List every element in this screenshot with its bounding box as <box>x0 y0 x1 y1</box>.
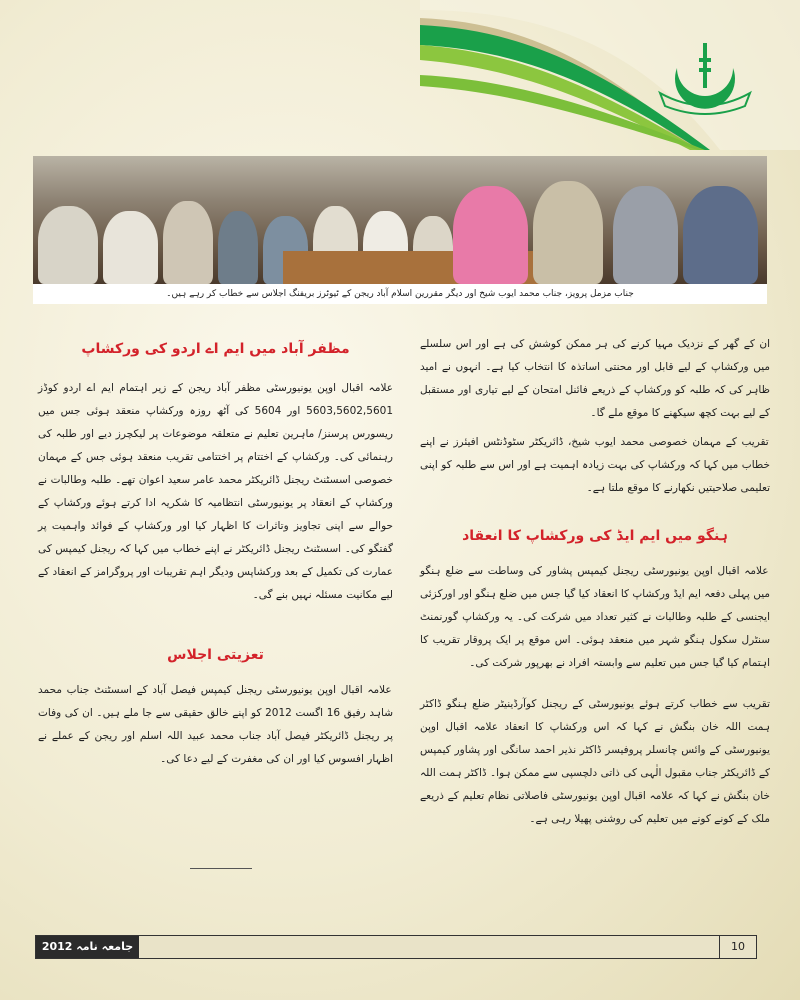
text-line: علامہ اقبال اوپن یونیورسٹی ریجنل کیمپس پشاور کی وساطت سے ضلع ہنگو <box>420 565 769 577</box>
paragraph <box>420 431 770 500</box>
text-line: گا۔ <box>590 407 605 419</box>
text-line: اوپن یونیورسٹی فاصلاتی نظام تعلیم کے ذریعے ملک کے کونے کونے میں تعلیم کی روشنی <box>420 790 770 825</box>
text-line: کے ذریعے فائنل امتحان کے لیے تیاری اور مستقبل کے لیے بہت کچھ سیکھنے کا موقع ملے <box>420 384 770 419</box>
text-line: افراد نے بھرپور شرکت کی۔ <box>469 657 590 669</box>
university-logo <box>655 38 755 123</box>
text-line: منعقد ہوئی۔ اس موقع پر ایک پروقار تقریب کا اہتمام کیا گیا جس میں تعلیم سے وابستہ <box>420 634 770 669</box>
text-line: نے اپنے خطاب میں کہا کہ ریجنل کیمپس کی عمارت کی تکمیل کے بعد ورکشاپس ودیگر اہم <box>38 543 393 578</box>
text-line: الٰہی کی ذاتی دلچسپی سے ممکن ہوا۔ ڈاکٹر ہمت اللہ خان بنگش نے کہا کہ علامہ اقبال <box>420 767 770 802</box>
text-line: کی۔ ورکشاپ کے اختتام پر اختتامی تقریب منعقد ہوئی جس کے مہمان خصوصی <box>38 451 393 486</box>
section-divider <box>190 868 252 869</box>
text-line: صلاحیتیں نکھارنے کا موقع ملتا ہے۔ <box>586 482 738 494</box>
text-line: تقریب کے مہمان خصوصی محمد ایوب شیخ، ڈائریکٹر سٹوڈنٹس افیئرز نے اپنے <box>420 436 769 448</box>
text-line: ڈاکٹر ہمت اللہ خان بنگش نے کہا کہ اس ورکشاپ کا انعقاد علامہ اقبال اوپن یونیورسٹی <box>420 698 770 756</box>
photo-caption: جناب مزمل پرویز، جناب محمد ایوب شیخ اور دیگر مقررین اسلام آباد ریجن کے ٹیوٹرز بریفنگ اجلاس سے خطاب کر رہے ہیں۔ <box>33 284 767 304</box>
text-line: تقریب سے خطاب کرتے ہوئے یونیورسٹی کے ریجنل کوآرڈینیٹر ضلع ہنگو <box>446 698 770 710</box>
paragraph <box>420 333 770 425</box>
paragraph <box>420 560 770 675</box>
paragraph <box>420 693 770 831</box>
paragraph <box>38 679 393 771</box>
text-line: علامہ اقبال اوپن یونیورسٹی ریجنل کیمپس فیصل آباد کے اسسٹنٹ جناب محمد <box>38 684 392 696</box>
text-line: تقریبات اور پروگرامز کے انعقاد کے لیے مکانیت مسئلہ نہیں بنے گی۔ <box>38 566 393 601</box>
page-number: 10 <box>719 936 756 958</box>
text-line: انعقاد پر یونیورسٹی انتظامیہ کا شکریہ ادا کرتے ہوئے ورکشاپ کے حوالے سے اپنی تجاویز <box>38 497 394 532</box>
text-line: میں پہلی دفعہ ایم ایڈ ورکشاپ کا انعقاد کیا گیا جس میں ضلع ہنگو اور اورکزئی ایجنسی کے طلبہ <box>420 588 770 623</box>
section-heading-hangu: ہنگو میں ایم ایڈ کی ورکشاپ کا انعقاد <box>462 528 728 544</box>
text-line: ان کے گھر کے نزدیک مہیا کرنے کی ہر ممکن کوشش کی ہے اور اس سلسلے میں ورکشاپ کے <box>420 338 770 373</box>
text-line: کے وائس چانسلر پروفیسر ڈاکٹر نذیر احمد سانگی اور پشاور کیمپس کے ڈائریکٹر جناب مقبول <box>420 744 770 779</box>
event-photo <box>33 156 767 284</box>
page-footer <box>35 935 757 959</box>
text-line: پھیلا رہی ہے۔ <box>529 813 592 825</box>
text-line: وطالبات نے کثیر تعداد میں شرکت کی۔ یہ ورکشاپ گورنمنٹ سنٹرل سکول ہنگو شہر میں <box>420 611 770 646</box>
right-column <box>420 333 770 831</box>
left-column <box>38 335 393 771</box>
text-line: وتاثرات کا اظہار کیا اور ورکشاپ کے فوائد واہمیت پر گفتگو کی۔ اسسٹنٹ ریجنل ڈائریکٹر <box>38 520 393 555</box>
paragraph <box>38 377 393 607</box>
text-line: میں ریسورس پرسنز/ ماہرین تعلیم نے متعلقہ موضوعات پر لیکچرز دیے اور طلبہ کی رہنمائی <box>38 405 393 463</box>
text-line: کوڈز 5603,5602,5601 اور 5604 کی آٹھ روزہ ورکشاپ منعقد ہوئی جس <box>38 382 393 417</box>
text-line: علامہ اقبال اوپن یونیورسٹی مظفر آباد ریجن کے زیر اہتمام ایم اے اردو <box>63 382 393 394</box>
text-line: خطاب میں کہا کہ ورکشاپ کی بہت زیادہ اہمیت ہے اور اس سے طلبہ کو اپنی تعلیمی <box>420 459 770 494</box>
text-line: شاہد رفیق 16 اگست 2012 کو اپنے خالق حقیقی سے جا ملے ہیں۔ ان کی وفات پر <box>38 707 393 742</box>
text-line: اسسٹنٹ ریجنل ڈائریکٹر محمد عامر سعید اعوان تھے۔ طلبہ وطالبات نے ورکشاپ کے <box>38 474 393 509</box>
text-line: لیے قابل اور محنتی اساتذہ کا انتخاب کیا ہے۔ انہوں نے امید ظاہر کی کہ طلبہ کو ورکشاپ <box>420 361 770 396</box>
text-line: ریجنل ڈائریکٹر فیصل آباد جناب محمد عبید اللہ اسلم اور ریجن کے عملے نے اظہار افسوس کیا <box>38 730 393 765</box>
section-heading-muzaffarabad: مظفر آباد میں ایم اے اردو کی ورکشاپ <box>81 341 350 357</box>
publication-label: جامعہ نامہ 2012 <box>36 936 139 958</box>
section-heading-condolence: تعزیتی اجلاس <box>167 647 264 663</box>
text-line: اور ان کی مغفرت کے لیے دعا کی۔ <box>160 753 311 765</box>
